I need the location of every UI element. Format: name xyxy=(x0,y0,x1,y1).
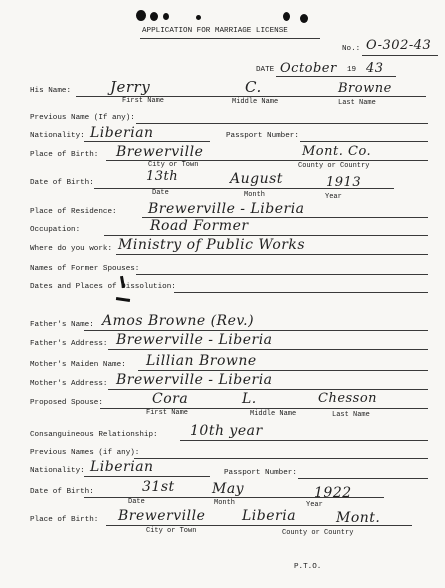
occupation-label: Occupation: xyxy=(30,226,81,234)
spouse-dob-month: May xyxy=(212,481,245,497)
father-name-value: Amos Browne (Rev.) xyxy=(102,313,255,329)
spouse-dob-day: 31st xyxy=(142,479,175,495)
spouse-dob-year: 1922 xyxy=(314,485,352,501)
mother-address-label: Mother's Address: xyxy=(30,380,108,388)
spouse-birthplace-county: Mont. xyxy=(336,510,381,526)
dissolution-label: Dates and Places of Dissolution: xyxy=(30,283,176,291)
previous-name-label: Previous Name (If any): xyxy=(30,114,135,122)
his-dob-day: 13th xyxy=(146,169,179,184)
his-last-name: Browne xyxy=(338,81,392,96)
ink-blot xyxy=(150,12,158,21)
spouse-middle-name: L. xyxy=(242,391,257,407)
his-dob-year: 1913 xyxy=(326,175,362,190)
father-name-label: Father's Name: xyxy=(30,321,94,329)
date-label: DATE xyxy=(256,66,275,74)
mother-maiden-label: Mother's Maiden Name: xyxy=(30,361,126,369)
his-nationality: Liberian xyxy=(90,125,154,141)
footer-pto: P.T.O. xyxy=(294,563,322,571)
his-nationality-label: Nationality: xyxy=(30,132,85,140)
consanguineous-value: 10th year xyxy=(190,423,263,439)
title-underline xyxy=(140,38,320,39)
ink-blot xyxy=(136,10,146,21)
proposed-spouse-label: Proposed Spouse: xyxy=(30,399,103,407)
mother-address-value: Brewerville - Liberia xyxy=(116,372,273,388)
number-label: No.: xyxy=(342,45,361,53)
ink-blot xyxy=(163,13,169,20)
his-name-label: His Name: xyxy=(30,87,72,95)
ink-blot xyxy=(283,12,290,21)
his-first-name: Jerry xyxy=(110,78,151,96)
his-dob-label: Date of Birth: xyxy=(30,179,94,187)
spouse-nationality: Liberian xyxy=(90,459,154,475)
his-passport-label: Passport Number: xyxy=(226,132,299,140)
date-month: October xyxy=(280,61,337,76)
number-value: O-302-43 xyxy=(366,38,432,53)
father-address-value: Brewerville - Liberia xyxy=(116,332,273,348)
spouse-last-name: Chesson xyxy=(318,391,378,406)
work-value: Ministry of Public Works xyxy=(118,237,306,253)
spouse-birthplace-city: Brewerville xyxy=(118,508,206,524)
father-address-label: Father's Address: xyxy=(30,340,108,348)
mother-maiden-value: Lillian Browne xyxy=(146,353,257,369)
residence-label: Place of Residence: xyxy=(30,208,117,216)
spouse-birthplace-label: Place of Birth: xyxy=(30,516,99,524)
spouse-birthplace-country: Liberia xyxy=(242,508,297,524)
pen-mark xyxy=(116,297,130,302)
spouse-previous-names-label: Previous Names (if any): xyxy=(30,449,140,457)
his-birthplace-county: Mont. Co. xyxy=(302,144,372,159)
former-spouses-label: Names of Former Spouses: xyxy=(30,265,140,273)
ink-blot xyxy=(196,15,201,20)
date-year: 43 xyxy=(366,61,384,76)
his-middle-name: C. xyxy=(245,78,262,96)
form-title: APPLICATION FOR MARRIAGE LICENSE xyxy=(142,27,288,35)
spouse-nationality-label: Nationality: xyxy=(30,467,85,475)
occupation-value: Road Former xyxy=(150,218,249,234)
his-dob-month: August xyxy=(230,171,283,187)
his-birthplace-label: Place of Birth: xyxy=(30,151,99,159)
spouse-passport-label: Passport Number: xyxy=(224,469,297,477)
his-birthplace-city: Brewerville xyxy=(116,144,204,160)
spouse-dob-label: Date of Birth: xyxy=(30,488,94,496)
ink-blot xyxy=(300,14,308,23)
residence-value: Brewerville - Liberia xyxy=(148,201,305,217)
spouse-first-name: Cora xyxy=(152,391,189,407)
date-year-prefix: 19 xyxy=(347,66,357,74)
work-label: Where do you work: xyxy=(30,245,113,253)
consanguineous-label: Consanguineous Relationship: xyxy=(30,431,158,439)
marriage-license-form: APPLICATION FOR MARRIAGE LICENSE No.: O-302-43 DATE October 19 43 His Name: Jerry C. Browne First Name Middle Name Last Name Previous Name (If any): Nationality: Liberian Passport Number: Place of Birth: Brewerville Mont. Co. City or Town County or Country Date of Birth: 13th August 1913 Date Month Year Place of Residence: Brewerville - Liberia Occupation: Road Former Where do you work: Ministry of Public Works Names of Former Spouses: Dates and Places of Dissolution: Father's Name: Amos Browne (Rev.) Father's Address: Brewerville - Liberia Mother's Maiden Name: Lillian Browne Mother's Address: Brewerville - Liberia Proposed Spouse: Cora L. Chesson First Name Middle Name Last Name Consanguineous Relationship: 10th year Previous Names (if any): Nationality: Liberian Passport Number: Date of Birth: 31st May 1922 Date Month Year Place of Birth: Brewerville Liberia Mont. City or Town County or Country P.T.O. xyxy=(0,0,445,588)
